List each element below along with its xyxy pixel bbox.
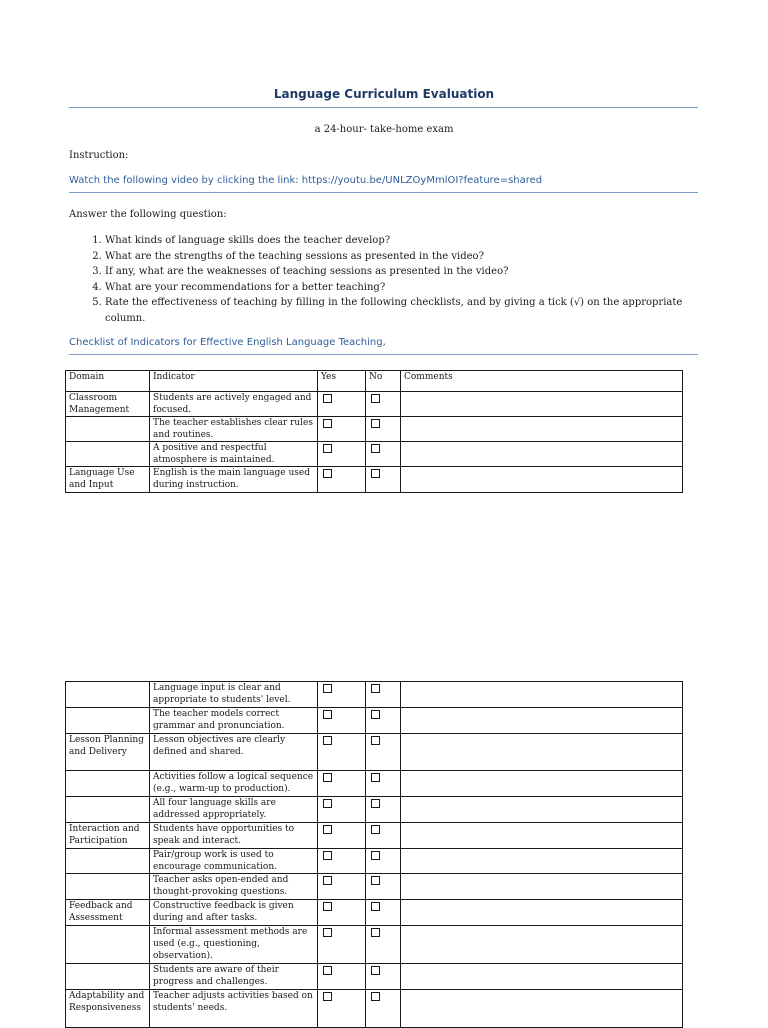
yes-checkbox[interactable] bbox=[323, 928, 332, 937]
indicator-cell: Informal assessment methods are used (e.g., questioning, observation). bbox=[150, 926, 318, 964]
indicator-cell: Teacher adjusts activities based on students' needs. bbox=[150, 990, 318, 1028]
table-row bbox=[66, 467, 683, 493]
no-checkbox[interactable] bbox=[371, 966, 380, 975]
comments-cell[interactable] bbox=[401, 708, 683, 734]
comments-cell[interactable] bbox=[401, 990, 683, 1028]
yes-cell bbox=[318, 900, 366, 926]
indicator-cell: Teacher asks open-ended and thought-provoking questions. bbox=[150, 874, 318, 900]
comments-cell[interactable] bbox=[401, 874, 683, 900]
table-row bbox=[66, 392, 683, 417]
header-comments: Comments bbox=[401, 371, 683, 392]
question-list bbox=[69, 233, 715, 326]
yes-checkbox[interactable] bbox=[323, 851, 332, 860]
indicator-cell: Constructive feedback is given during and after tasks. bbox=[150, 900, 318, 926]
yes-checkbox[interactable] bbox=[323, 736, 332, 745]
yes-cell bbox=[318, 708, 366, 734]
instruction-divider bbox=[69, 192, 698, 193]
no-cell bbox=[366, 392, 401, 417]
yes-checkbox[interactable] bbox=[323, 773, 332, 782]
no-checkbox[interactable] bbox=[371, 773, 380, 782]
domain-cell bbox=[66, 708, 150, 734]
answer-prompt: Answer the following question: bbox=[69, 209, 227, 220]
yes-checkbox[interactable] bbox=[323, 469, 332, 478]
domain-cell bbox=[66, 874, 150, 900]
yes-cell bbox=[318, 849, 366, 874]
no-cell bbox=[366, 442, 401, 467]
yes-checkbox[interactable] bbox=[323, 825, 332, 834]
instruction-label: Instruction: bbox=[69, 150, 129, 161]
yes-checkbox[interactable] bbox=[323, 419, 332, 428]
no-cell bbox=[366, 900, 401, 926]
domain-cell: Interaction and Participation bbox=[66, 823, 150, 849]
domain-cell: Lesson Planning and Delivery bbox=[66, 734, 150, 771]
no-checkbox[interactable] bbox=[371, 710, 380, 719]
indicator-cell: A positive and respectful atmosphere is maintained. bbox=[150, 442, 318, 467]
yes-cell bbox=[318, 682, 366, 708]
yes-checkbox[interactable] bbox=[323, 876, 332, 885]
no-checkbox[interactable] bbox=[371, 825, 380, 834]
header-yes: Yes bbox=[318, 371, 366, 392]
header-no: No bbox=[366, 371, 401, 392]
yes-cell bbox=[318, 874, 366, 900]
question-item: 2. What are the strengths of the teaching sessions as presented in the video? bbox=[105, 249, 715, 265]
indicator-cell: All four language skills are addressed appropriately. bbox=[150, 797, 318, 823]
no-cell bbox=[366, 990, 401, 1028]
page-title: Language Curriculum Evaluation bbox=[273, 87, 495, 101]
indicator-cell: The teacher models correct grammar and pronunciation. bbox=[150, 708, 318, 734]
table-row bbox=[66, 926, 683, 964]
yes-checkbox[interactable] bbox=[323, 444, 332, 453]
no-checkbox[interactable] bbox=[371, 684, 380, 693]
domain-cell bbox=[66, 797, 150, 823]
no-cell bbox=[366, 708, 401, 734]
domain-cell: Adaptability and Responsiveness bbox=[66, 990, 150, 1028]
table-row bbox=[66, 874, 683, 900]
domain-cell bbox=[66, 682, 150, 708]
table-row bbox=[66, 442, 683, 467]
yes-cell bbox=[318, 926, 366, 964]
indicator-cell: Students are actively engaged and focused. bbox=[150, 392, 318, 417]
comments-cell[interactable] bbox=[401, 467, 683, 493]
table-row bbox=[66, 734, 683, 771]
indicator-cell: Language input is clear and appropriate to students' level. bbox=[150, 682, 318, 708]
domain-cell bbox=[66, 926, 150, 964]
yes-checkbox[interactable] bbox=[323, 966, 332, 975]
no-checkbox[interactable] bbox=[371, 992, 380, 1001]
comments-cell[interactable] bbox=[401, 734, 683, 771]
yes-checkbox[interactable] bbox=[323, 799, 332, 808]
domain-cell: Feedback and Assessment bbox=[66, 900, 150, 926]
domain-cell bbox=[66, 849, 150, 874]
table-row bbox=[66, 849, 683, 874]
no-checkbox[interactable] bbox=[371, 851, 380, 860]
no-checkbox[interactable] bbox=[371, 394, 380, 403]
yes-cell bbox=[318, 771, 366, 797]
indicator-cell: Pair/group work is used to encourage communication. bbox=[150, 849, 318, 874]
yes-cell bbox=[318, 964, 366, 990]
checklist-divider bbox=[69, 354, 698, 355]
no-checkbox[interactable] bbox=[371, 928, 380, 937]
comments-cell[interactable] bbox=[401, 682, 683, 708]
no-cell bbox=[366, 797, 401, 823]
comments-cell[interactable] bbox=[401, 964, 683, 990]
yes-cell bbox=[318, 467, 366, 493]
checklist-table-2 bbox=[65, 681, 683, 1028]
no-checkbox[interactable] bbox=[371, 419, 380, 428]
yes-cell bbox=[318, 990, 366, 1028]
indicator-cell: Students have opportunities to speak and interact. bbox=[150, 823, 318, 849]
no-cell bbox=[366, 682, 401, 708]
no-cell bbox=[366, 964, 401, 990]
no-checkbox[interactable] bbox=[371, 736, 380, 745]
table-header-row bbox=[66, 371, 683, 392]
domain-cell bbox=[66, 442, 150, 467]
table-row bbox=[66, 964, 683, 990]
yes-cell bbox=[318, 417, 366, 442]
table-row bbox=[66, 797, 683, 823]
indicator-cell: Students are aware of their progress and challenges. bbox=[150, 964, 318, 990]
indicator-cell: Lesson objectives are clearly defined and shared. bbox=[150, 734, 318, 771]
question-item: 5. Rate the effectiveness of teaching by filling in the following checklists, and by giving a tick (√) on the appropriate column. bbox=[105, 295, 715, 326]
no-cell bbox=[366, 734, 401, 771]
no-cell bbox=[366, 467, 401, 493]
table-row bbox=[66, 823, 683, 849]
table-row bbox=[66, 990, 683, 1028]
comments-cell[interactable] bbox=[401, 442, 683, 467]
table-row bbox=[66, 708, 683, 734]
no-cell bbox=[366, 874, 401, 900]
yes-cell bbox=[318, 823, 366, 849]
no-checkbox[interactable] bbox=[371, 799, 380, 808]
domain-cell bbox=[66, 417, 150, 442]
table-row bbox=[66, 682, 683, 708]
no-checkbox[interactable] bbox=[371, 902, 380, 911]
no-cell bbox=[366, 823, 401, 849]
table-row bbox=[66, 771, 683, 797]
question-item: 4. What are your recommendations for a better teaching? bbox=[105, 280, 715, 296]
no-cell bbox=[366, 771, 401, 797]
no-checkbox[interactable] bbox=[371, 876, 380, 885]
header-domain: Domain bbox=[66, 371, 150, 392]
comments-cell[interactable] bbox=[401, 797, 683, 823]
indicator-cell: The teacher establishes clear rules and routines. bbox=[150, 417, 318, 442]
question-item: 3. If any, what are the weaknesses of teaching sessions as presented in the video? bbox=[105, 264, 715, 280]
indicator-cell: English is the main language used during instruction. bbox=[150, 467, 318, 493]
comments-cell[interactable] bbox=[401, 849, 683, 874]
yes-cell bbox=[318, 392, 366, 417]
video-link-instruction[interactable]: Watch the following video by clicking the link: https://youtu.be/UNLZOyMmlOI?feature=shared bbox=[69, 175, 543, 186]
yes-checkbox[interactable] bbox=[323, 902, 332, 911]
exam-subtitle: a 24-hour- take-home exam bbox=[314, 124, 454, 135]
yes-checkbox[interactable] bbox=[323, 684, 332, 693]
yes-checkbox[interactable] bbox=[323, 710, 332, 719]
no-cell bbox=[366, 849, 401, 874]
yes-checkbox[interactable] bbox=[323, 394, 332, 403]
table-row bbox=[66, 417, 683, 442]
comments-cell[interactable] bbox=[401, 417, 683, 442]
yes-cell bbox=[318, 442, 366, 467]
comments-cell[interactable] bbox=[401, 392, 683, 417]
comments-cell[interactable] bbox=[401, 823, 683, 849]
yes-cell bbox=[318, 797, 366, 823]
yes-cell bbox=[318, 734, 366, 771]
checklist-heading: Checklist of Indicators for Effective English Language Teaching, bbox=[69, 337, 386, 348]
comments-cell[interactable] bbox=[401, 771, 683, 797]
table-row bbox=[66, 900, 683, 926]
domain-cell: Classroom Management bbox=[66, 392, 150, 417]
no-checkbox[interactable] bbox=[371, 444, 380, 453]
yes-checkbox[interactable] bbox=[323, 992, 332, 1001]
domain-cell: Language Use and Input bbox=[66, 467, 150, 493]
question-item: 1. What kinds of language skills does the teacher develop? bbox=[105, 233, 715, 249]
title-divider bbox=[69, 107, 698, 108]
indicator-cell: Activities follow a logical sequence (e.g., warm-up to production). bbox=[150, 771, 318, 797]
comments-cell[interactable] bbox=[401, 926, 683, 964]
no-cell bbox=[366, 417, 401, 442]
no-checkbox[interactable] bbox=[371, 469, 380, 478]
comments-cell[interactable] bbox=[401, 900, 683, 926]
domain-cell bbox=[66, 771, 150, 797]
header-indicator: Indicator bbox=[150, 371, 318, 392]
no-cell bbox=[366, 926, 401, 964]
domain-cell bbox=[66, 964, 150, 990]
checklist-table-1 bbox=[65, 370, 683, 493]
